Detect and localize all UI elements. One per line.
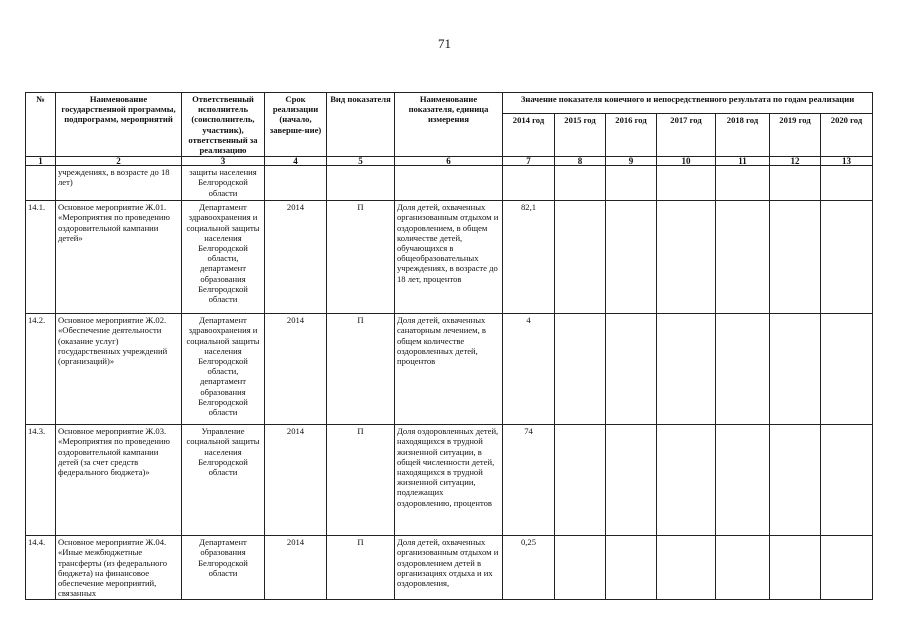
header-year: 2020 год: [821, 114, 873, 157]
header-type: Вид показателя: [327, 93, 395, 157]
row-indicator: Доля детей, охваченных санаторным лечением, в общем количестве оздоровленных детей, процентов: [395, 314, 503, 425]
column-number: 3: [182, 157, 265, 166]
header-row-1: [26, 93, 873, 114]
column-number: 9: [606, 157, 657, 166]
table-row: [26, 536, 873, 600]
row-number: 14.1.: [26, 201, 56, 314]
header-name: Наименование государственной программы, подпрограмм, мероприятий: [56, 93, 182, 157]
column-number: 8: [555, 157, 606, 166]
column-numbers-row: [26, 157, 873, 166]
page-number: 71: [438, 36, 451, 51]
row-type: П: [327, 425, 395, 536]
continuation-name: учреждениях, в возрасте до 18 лет): [56, 166, 182, 201]
header-year: 2017 год: [657, 114, 716, 157]
row-term: 2014: [265, 425, 327, 536]
row-name: Основное мероприятие Ж.02. «Обеспечение деятельности (оказание услуг) государственных учреждений (организаций)»: [56, 314, 182, 425]
header-term: Срок реализации (начало, заверше-ние): [265, 93, 327, 157]
table-row: [26, 201, 873, 314]
header-indicator: Наименование показателя, единица измерения: [395, 93, 503, 157]
column-number: 6: [395, 157, 503, 166]
table-row: [26, 425, 873, 536]
row-number: 14.2.: [26, 314, 56, 425]
header-year: 2015 год: [555, 114, 606, 157]
row-term: 2014: [265, 536, 327, 600]
row-name: Основное мероприятие Ж.01. «Мероприятия по проведению оздоровительной кампании детей»: [56, 201, 182, 314]
row-indicator: Доля детей, охваченных организованным отдыхом и оздоровлением, в общем количестве детей, обучающихся в общеобразовательных учреждениях, в возрасте до 18 лет, процентов: [395, 201, 503, 314]
row-type: П: [327, 314, 395, 425]
column-number: 12: [770, 157, 821, 166]
continuation-row: [26, 166, 873, 201]
row-number: 14.4.: [26, 536, 56, 600]
row-responsible: Управление социальной защиты населения Белгородской области: [182, 425, 265, 536]
header-responsible: Ответственный исполнитель (соисполнитель, участник), ответственный за реализацию: [182, 93, 265, 157]
row-name: Основное мероприятие Ж.04. «Иные межбюджетные трансферты (из федерального бюджета) на финансовое обеспечение мероприятий, связанных: [56, 536, 182, 600]
column-number: 5: [327, 157, 395, 166]
row-value-2014: 74: [503, 425, 555, 536]
column-number: 7: [503, 157, 555, 166]
row-type: П: [327, 536, 395, 600]
header-values-group: Значение показателя конечного и непосредственного результата по годам реализации: [503, 93, 873, 114]
header-year: 2014 год: [503, 114, 555, 157]
row-responsible: Департамент здравоохранения и социальной защиты населения Белгородской области, департамент образования Белгородской области: [182, 201, 265, 314]
column-number: 10: [657, 157, 716, 166]
row-term: 2014: [265, 314, 327, 425]
column-number: 1: [26, 157, 56, 166]
header-year: 2019 год: [770, 114, 821, 157]
row-value-2014: 0,25: [503, 536, 555, 600]
row-name: Основное мероприятие Ж.03. «Мероприятия по проведению оздоровительной кампании детей (за счет средств федерального бюджета)»: [56, 425, 182, 536]
column-number: 2: [56, 157, 182, 166]
row-value-2014: 82,1: [503, 201, 555, 314]
continuation-responsible: защиты населения Белгородской области: [182, 166, 265, 201]
row-value-2014: 4: [503, 314, 555, 425]
column-number: 11: [716, 157, 770, 166]
table-row: [26, 314, 873, 425]
row-responsible: Департамент образования Белгородской области: [182, 536, 265, 600]
row-indicator: Доля оздоровленных детей, находящихся в трудной жизненной ситуации, в общей численности детей, находящихся в трудной жизненной ситуации, подлежащих оздоровлению, процентов: [395, 425, 503, 536]
header-num: №: [26, 93, 56, 157]
header-year: 2018 год: [716, 114, 770, 157]
column-number: 4: [265, 157, 327, 166]
row-indicator: Доля детей, охваченных организованным отдыхом и оздоровлением детей в организациях отдыха и их оздоровления,: [395, 536, 503, 600]
row-responsible: Департамент здравоохранения и социальной защиты населения Белгородской области, департамент образования Белгородской области: [182, 314, 265, 425]
results-table: [25, 92, 873, 600]
row-number: 14.3.: [26, 425, 56, 536]
header-year: 2016 год: [606, 114, 657, 157]
row-term: 2014: [265, 201, 327, 314]
row-type: П: [327, 201, 395, 314]
column-number: 13: [821, 157, 873, 166]
